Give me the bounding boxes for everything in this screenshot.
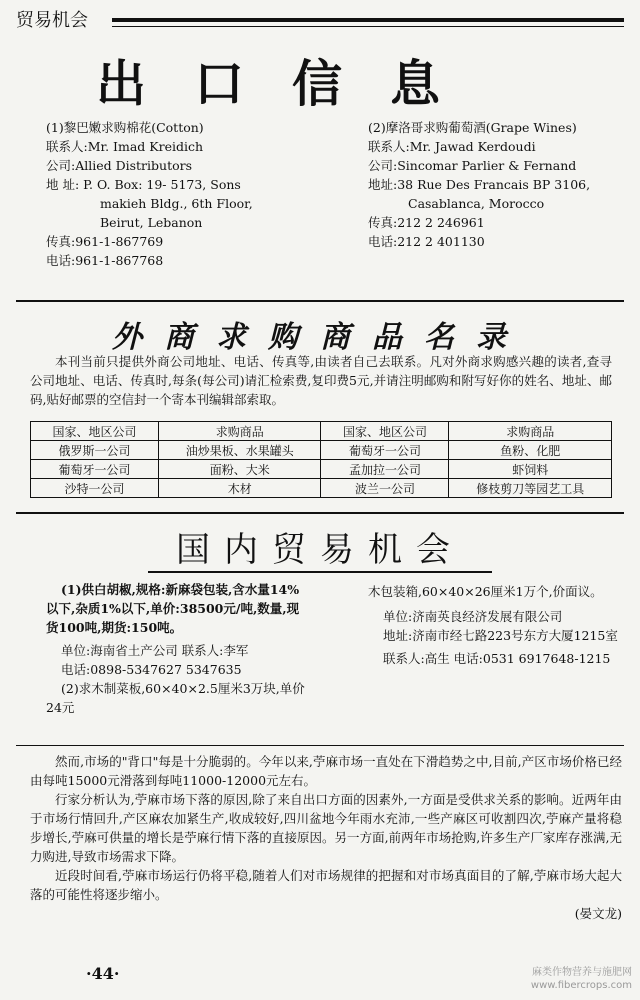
table-row [31,460,612,479]
header-rule-thick [112,18,624,22]
domestic-right-address: 地址:济南市经七路223号东方大厦1215室 [383,628,618,643]
page-number: ·44· [86,964,120,983]
divider [16,300,624,302]
table-cell: 虾饲料 [449,460,612,479]
export-left-line: 地 址: P. O. Box: 19- 5173, Sons [46,177,241,192]
domestic-title: 国内贸易机会 [176,530,464,570]
export-right-line: Casablanca, Morocco [408,196,545,211]
domestic-left-para1: (1)供白胡椒,规格:新麻袋包装,含水量14%以下,杂质1%以下,单价:38500元/吨,数量,现货100吨,期货:150吨。 [46,582,300,635]
header-rule-thin [112,26,624,27]
export-left-line: 电话:961-1-867768 [46,253,164,268]
article-paragraph: 然而,市场的"背口"每是十分脆弱的。今年以来,苧麻市场一直处在下滑趋势之中,目前,产区市场价格已经由每吨15000元滑落到每吨11000-12000元左右。 [30,754,622,788]
table-cell: 修枝剪刀等园艺工具 [449,479,612,498]
divider [16,745,624,746]
table-cell: 葡萄牙一公司 [31,460,159,479]
table-cell: 孟加拉一公司 [321,460,449,479]
table-cell: 俄罗斯一公司 [31,441,159,460]
export-left-line: 联系人:Mr. Imad Kreidich [46,139,204,154]
foreign-intro: 本刊当前只提供外商公司地址、电话、传真等,由读者自己去联系。凡对外商求购感兴趣的读者,查寻公司地址、电话、传真时,每条(每公司)请汇检索费,复印费5元,并请注明邮购和附写好你的姓名、地址、邮码,贴好邮票的空信封一个寄本刊编辑部索取。 [30,354,612,407]
section-label: 贸易机会 [16,10,88,31]
export-left-line: makieh Bldg., 6th Floor, [100,196,253,211]
table-header: 国家、地区公司 [31,422,159,441]
table-cell: 面粉、大米 [158,460,321,479]
export-title: 出口信息 [96,55,488,113]
table-header: 求购商品 [449,422,612,441]
article-paragraph: 行家分析认为,苧麻市场下落的原因,除了来自出口方面的因素外,一方面是受供求关系的影响。近两年由于市场行情回升,产区麻农加紧生产,收成较好,四川盆地今年雨水充沛,一些产麻区可收割四次,苧麻产量将稳步增长,苧麻可供量的增长是苧麻行情下落的直接原因。另一方面,前两年市场抢购,许多生产厂家库存涨满,无力购进,导致市场需求下降。 [30,792,622,864]
table-header-row [31,422,612,441]
article-body [30,752,622,923]
foreign-title: 外商求购商品名录 [112,320,528,355]
export-left [46,118,316,270]
watermark: 麻类作物营养与施肥网 www.fibercrops.com [530,967,632,991]
domestic-right-unit: 单位:济南英良经济发展有限公司 [383,609,563,624]
export-left-line: 公司:Allied Distributors [46,158,193,173]
table-header: 国家、地区公司 [321,422,449,441]
export-right-line: 传真:212 2 246961 [368,215,485,230]
domestic-left-phone: 电话:0898-5347627 5347635 [61,662,242,677]
export-right [368,118,630,251]
export-right-heading: (2)摩洛哥求购葡萄酒(Grape Wines) [368,120,577,135]
export-right-line: 公司:Sincomar Parlier & Fernand [368,158,577,173]
divider [16,512,624,514]
export-left-heading: (1)黎巴嫩求购棉花(Cotton) [46,120,204,135]
purchase-table [30,421,612,498]
export-right-line: 地址:38 Rue Des Francais BP 3106, [368,177,591,192]
export-right-line: 电话:212 2 401130 [368,234,485,249]
export-left-line: 传真:961-1-867769 [46,234,164,249]
table-cell: 沙特一公司 [31,479,159,498]
domestic-right-para1: 木包装箱,60×40×26厘米1万个,价面议。 [368,584,603,599]
title-underline [148,571,492,573]
table-cell: 鱼粉、化肥 [449,441,612,460]
table-cell: 葡萄牙一公司 [321,441,449,460]
table-row [31,479,612,498]
export-right-line: 联系人:Mr. Jawad Kerdoudi [368,139,536,154]
article-paragraph: 近段时间看,苧麻市场运行仍将平稳,随着人们对市场规律的把握和对市场真面目的了解,苧麻市场大起大落的可能性将逐步缩小。 [30,868,622,902]
table-cell: 波兰一公司 [321,479,449,498]
table-header: 求购商品 [158,422,321,441]
export-left-line: Beirut, Lebanon [100,215,203,230]
article-author: (晏文龙) [574,906,622,921]
domestic-right-contact: 联系人:高生 电话:0531 6917648-1215 [383,651,611,666]
domestic-right [368,582,630,668]
table-cell: 油炒果板、水果罐头 [158,441,321,460]
domestic-left-para2: (2)求木制菜板,60×40×2.5厘米3万块,单价24元 [46,681,305,715]
domestic-left-unit: 单位:海南省土产公司 联系人:李军 [61,643,249,658]
table-row [31,441,612,460]
domestic-left [46,580,308,717]
table-cell: 木材 [158,479,321,498]
